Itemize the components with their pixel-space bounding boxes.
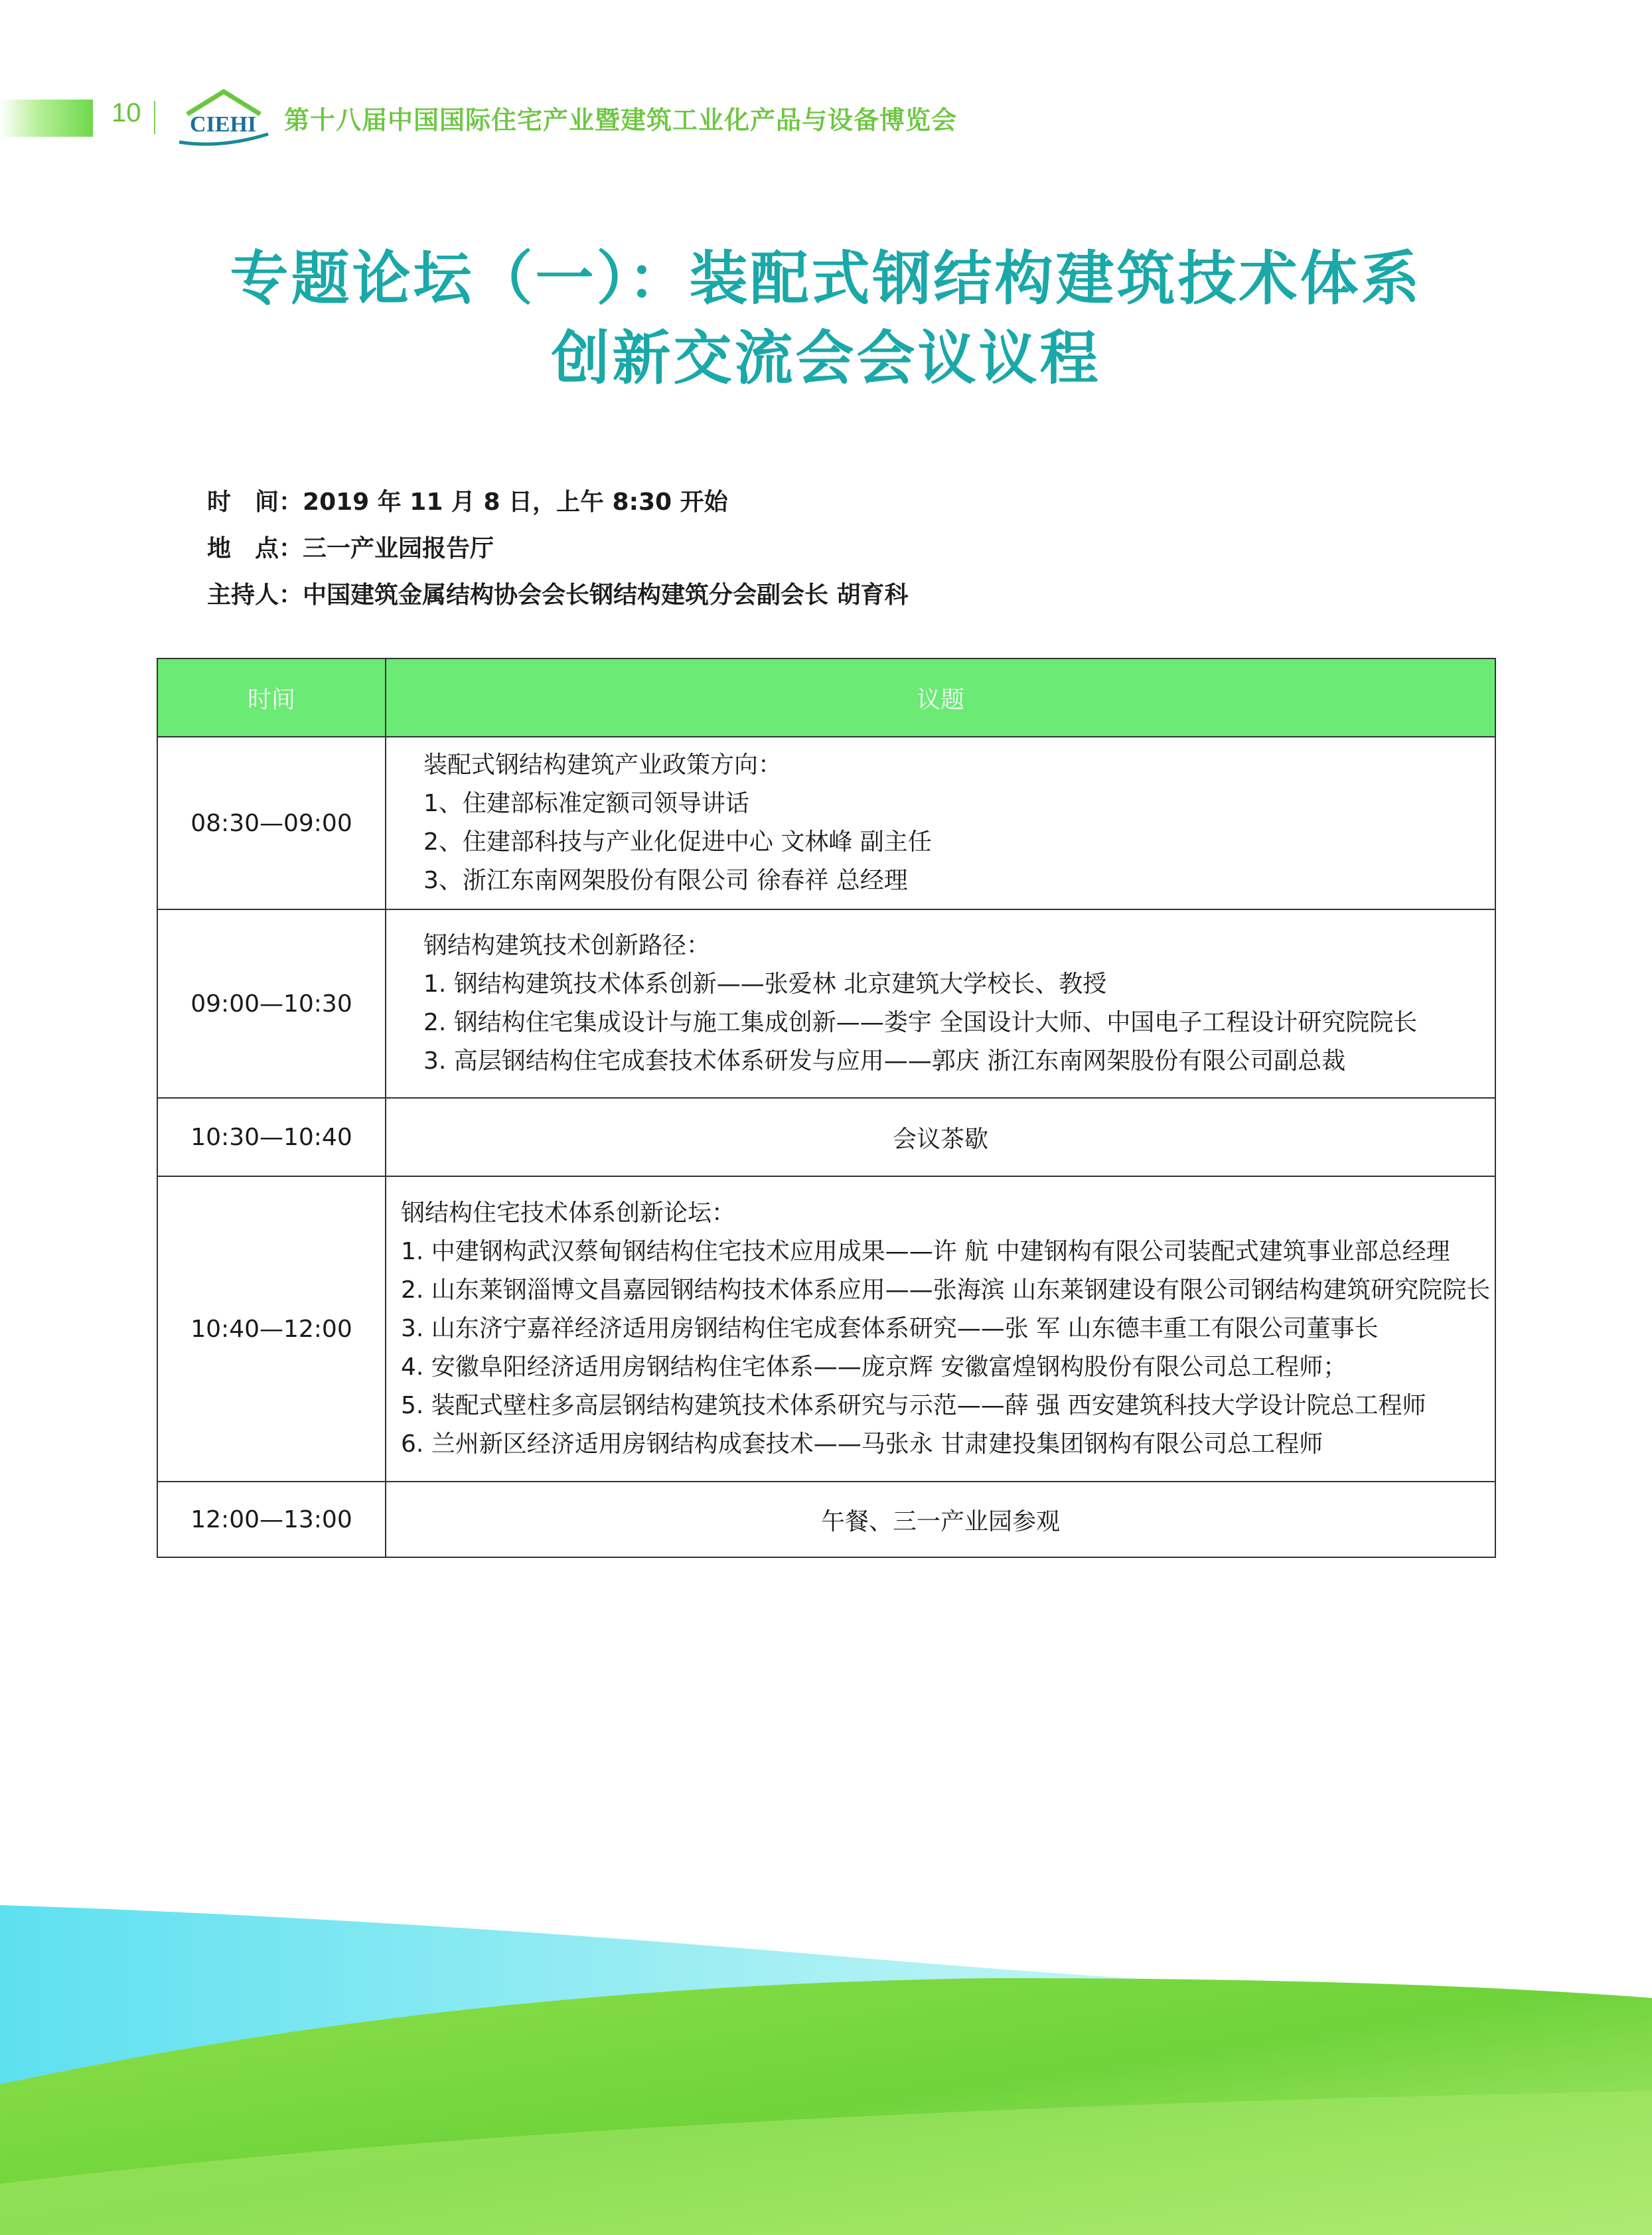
- info-place-label: 地 点：: [207, 535, 303, 562]
- header-accent-bar: [0, 100, 93, 137]
- row-topic: [386, 909, 1495, 1098]
- decorative-wave-footer: [0, 1872, 1652, 2235]
- row-topic: [386, 1176, 1495, 1482]
- row-time: 12:00—13:00: [157, 1482, 386, 1557]
- topic-line: 1. 中建钢构武汉蔡甸钢结构住宅技术应用成果——许 航 中建钢构有限公司装配式建筑事业部总经理: [401, 1238, 1450, 1265]
- table-row: [157, 909, 1495, 1098]
- row-time: 10:30—10:40: [157, 1098, 386, 1176]
- topic-line: 5. 装配式壁柱多高层钢结构建筑技术体系研究与示范——薛 强 西安建筑科技大学设计院总工程师: [401, 1392, 1426, 1419]
- topic-line: 装配式钢结构建筑产业政策方向：: [423, 751, 783, 779]
- table-header-row: [157, 658, 1495, 737]
- row-topic: 午餐、三一产业园参观: [386, 1482, 1495, 1557]
- topic-line: 4. 安徽阜阳经济适用房钢结构住宅体系——庞京辉 安徽富煌钢构股份有限公司总工程师；: [401, 1353, 1347, 1381]
- table-row: [157, 1176, 1495, 1482]
- info-place-value: 三一产业园报告厅: [303, 535, 494, 562]
- info-time-value: 2019 年 11 月 8 日，上午 8:30 开始: [303, 489, 728, 516]
- row-time: 08:30—09:00: [157, 737, 386, 909]
- info-host-value: 中国建筑金属结构协会会长钢结构建筑分会副会长 胡育科: [303, 581, 909, 609]
- ciehi-logo-icon: [174, 85, 273, 149]
- topic-line: 1. 钢结构建筑技术体系创新——张爱林 北京建筑大学校长、教授: [423, 970, 1107, 998]
- row-time: 10:40—12:00: [157, 1176, 386, 1482]
- info-time: [207, 483, 728, 517]
- header-time: 时间: [157, 658, 386, 737]
- topic-line: 1、住建部标准定额司领导讲话: [423, 790, 749, 817]
- topic-line: 2、住建部科技与产业化促进中心 文林峰 副主任: [423, 828, 932, 856]
- table-row: [157, 1098, 1495, 1176]
- svg-text:CIEHI: CIEHI: [190, 112, 257, 137]
- exhibition-title: 第十八届中国国际住宅产业暨建筑工业化产品与设备博览会: [284, 106, 958, 135]
- topic-line: 2. 钢结构住宅集成设计与施工集成创新——娄宇 全国设计大师、中国电子工程设计研究院院长: [423, 1009, 1418, 1036]
- topic-line: 6. 兰州新区经济适用房钢结构成套技术——马张永 甘肃建投集团钢构有限公司总工程师: [401, 1430, 1323, 1458]
- page-number: 10: [112, 98, 141, 127]
- agenda-table: [157, 658, 1496, 1558]
- row-topic: [386, 737, 1495, 909]
- table-row: [157, 1482, 1495, 1557]
- page-title-line-1: 专题论坛（一）：装配式钢结构建筑技术体系: [230, 244, 1422, 313]
- info-place: [207, 530, 494, 564]
- topic-line: 钢结构建筑技术创新路径：: [423, 932, 711, 959]
- row-time: 09:00—10:30: [157, 909, 386, 1098]
- header-divider: [154, 101, 155, 134]
- topic-line: 2. 山东莱钢淄博文昌嘉园钢结构技术体系应用——张海滨 山东莱钢建设有限公司钢结构建筑研究院院长: [401, 1276, 1491, 1304]
- info-host: [207, 576, 909, 610]
- row-topic: 会议茶歇: [386, 1098, 1495, 1176]
- topic-line: 3. 山东济宁嘉祥经济适用房钢结构住宅成套体系研究——张 军 山东德丰重工有限公司董事长: [401, 1315, 1379, 1342]
- topic-line: 钢结构住宅技术体系创新论坛：: [401, 1199, 736, 1227]
- topic-line: 3. 高层钢结构住宅成套技术体系研发与应用——郭庆 浙江东南网架股份有限公司副总裁: [423, 1047, 1346, 1075]
- topic-line: 3、浙江东南网架股份有限公司 徐春祥 总经理: [423, 867, 908, 894]
- info-host-label: 主持人：: [207, 581, 303, 609]
- header-topic: 议题: [386, 658, 1495, 737]
- page-title-line-2: 创新交流会会议议程: [551, 323, 1101, 392]
- info-time-label: 时 间：: [207, 489, 303, 516]
- table-row: [157, 737, 1495, 909]
